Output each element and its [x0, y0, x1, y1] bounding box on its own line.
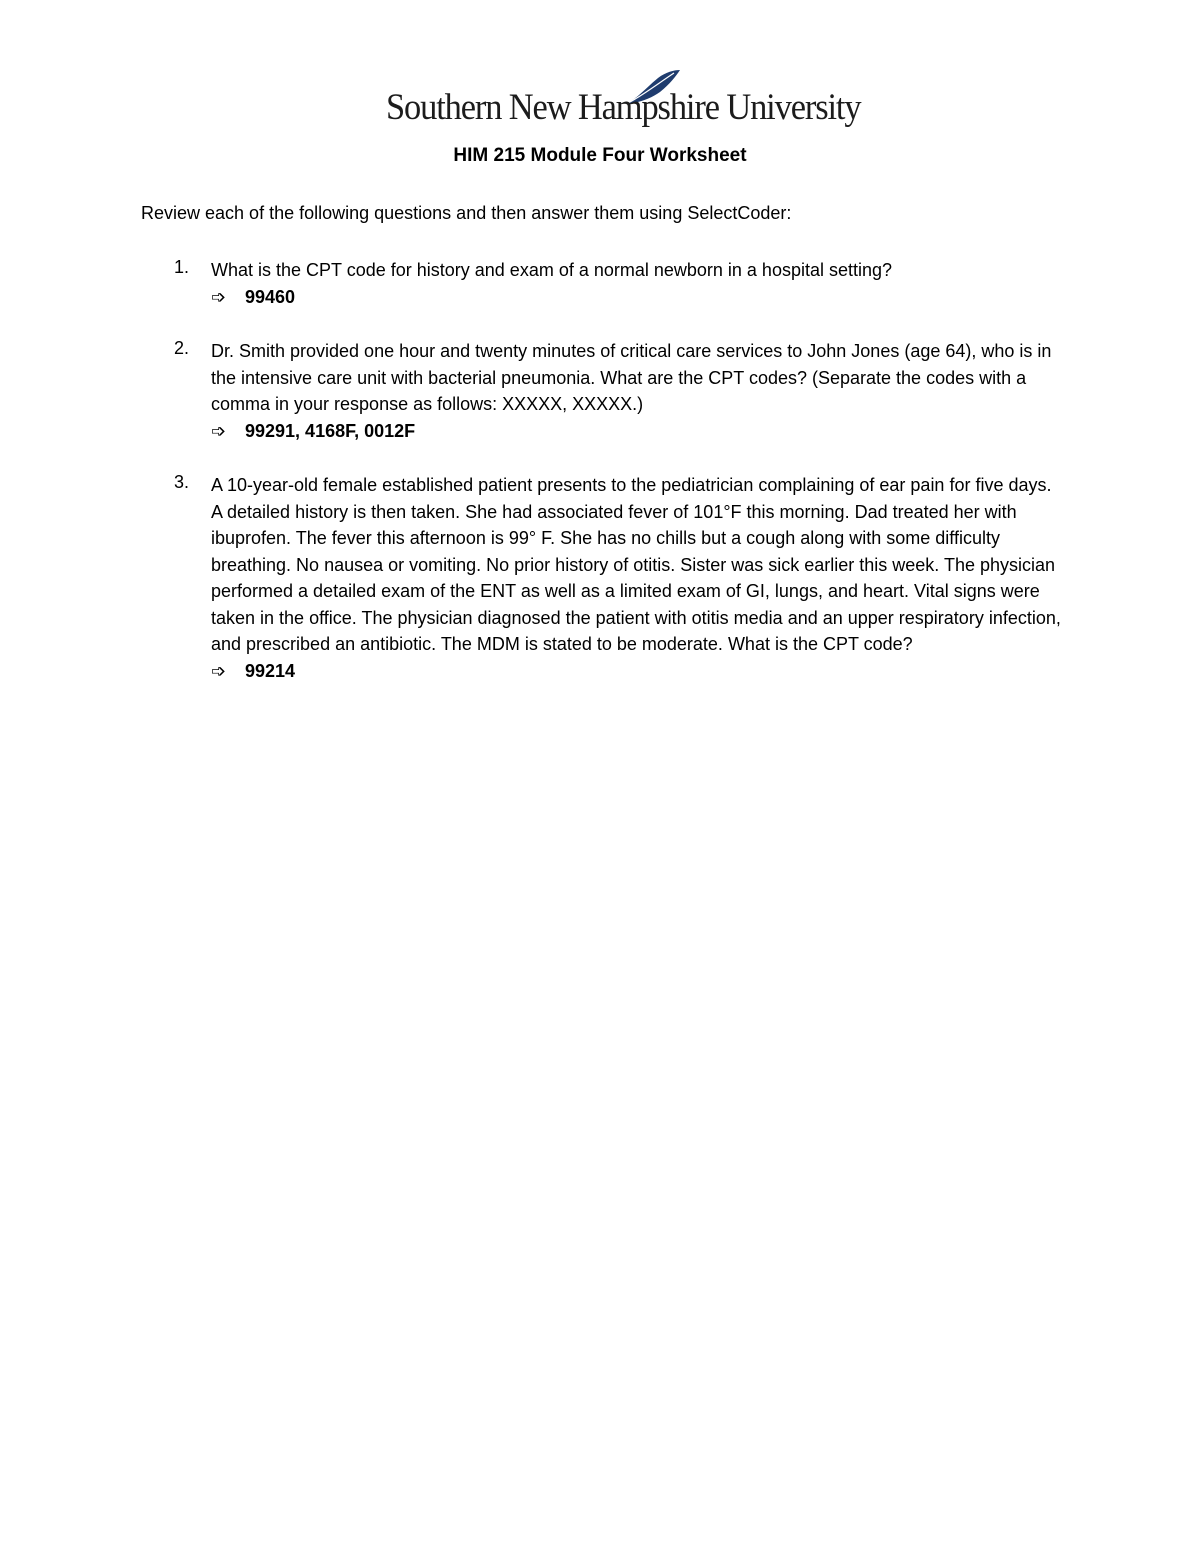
- question-item: [141, 472, 1061, 684]
- arrow-right-icon: ➩: [211, 660, 227, 681]
- question-text: Dr. Smith provided one hour and twenty minutes of critical care services to John Jones (age 64), who is in the intensive care unit with bacterial pneumonia. What are the CPT codes? (Separate the codes with a comma in your response as follows: XXXXX, XXXXX.): [211, 341, 1052, 414]
- arrow-right-icon: ➩: [211, 286, 227, 307]
- answer-line: [211, 284, 1061, 311]
- document-title: HIM 215 Module Four Worksheet: [453, 145, 747, 166]
- question-text: A 10-year-old female established patient presents to the pediatrician complaining of ear pain for five days. A detailed history is then taken. She had associated fever of 101°F this morning. Dad treated her with ibuprofen. The fever this afternoon is 99° F. She has no chills but a cough along with some difficulty breathing. No nausea or vomiting. No prior history of otitis. Sister was sick earlier this week. The physician performed a detailed exam of the ENT as well as a limited exam of GI, lungs, and heart. Vital signs were taken in the office. The physician diagnosed the patient with otitis media and an upper respiratory infection, and prescribed an antibiotic. The MDM is stated to be moderate. What is the CPT code?: [211, 475, 1061, 654]
- logo-wordmark: Southern New Hampshire University: [386, 87, 861, 128]
- answer-text: 99460: [245, 286, 296, 307]
- question-number: 1.: [174, 257, 190, 277]
- answer-text: 99214: [245, 660, 296, 681]
- question-list: [141, 257, 1061, 712]
- question-number: 2.: [174, 338, 190, 358]
- university-logo: [386, 68, 861, 138]
- answer-line: [211, 658, 1061, 685]
- intro-text: Review each of the following questions and then answer them using SelectCoder:: [141, 203, 792, 223]
- answer-text: 99291, 4168F, 0012F: [245, 420, 416, 441]
- question-number: 3.: [174, 472, 190, 492]
- question-text: What is the CPT code for history and exam of a normal newborn in a hospital setting?: [211, 260, 893, 280]
- question-item: [141, 257, 1061, 310]
- arrow-right-icon: ➩: [211, 420, 227, 441]
- question-item: [141, 338, 1061, 444]
- answer-line: [211, 418, 1061, 445]
